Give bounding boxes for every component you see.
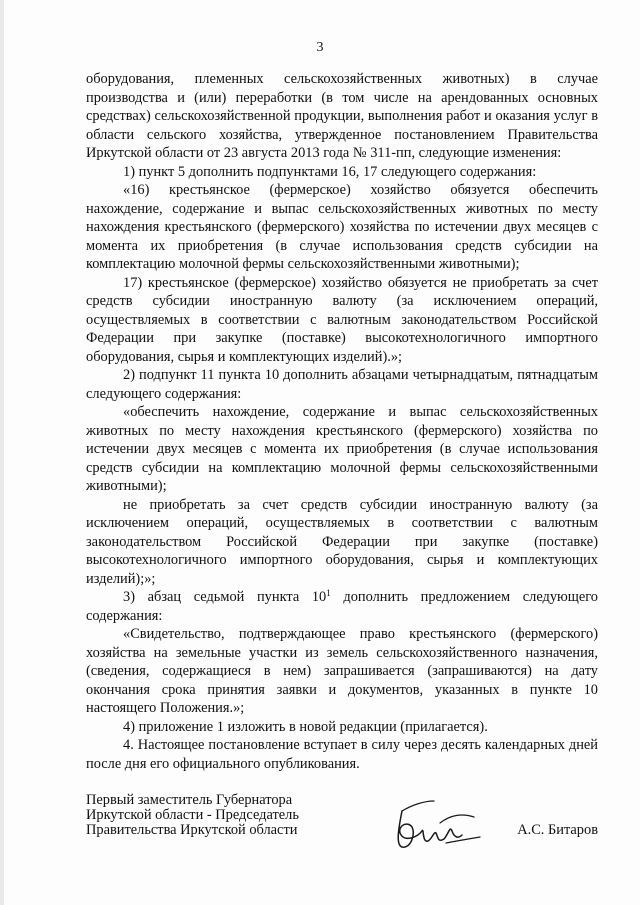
paragraph-continuation: оборудования, племенных сельскохозяйственных животных) в случае производства и (или) переработки (в том числе на арендованных основных средствах) сельскохозяйственной продукции, выполнения работ и оказания услуг в области сельского хозяйства, утвержденное постановлением Правительства Иркутской области от 23 августа 2013 года № 311-пп, следующие изменения: [86,71,598,161]
paragraph-quote-14: «обеспечить нахождение, содержание и выпас сельскохозяйственных животных по месту нахождения крестьянского (фермерского) хозяйства по истечении двух месяцев с момента их приобретения (в случае использования средств субсидии на комплектацию молочной фермы сельскохозяйственными животными); [86,404,598,494]
item-3-text: 3) абзац седьмой пункта 10 [123,589,327,605]
signature-block [86,793,598,863]
paragraph-quote-15: не приобретать за счет средств субсидии иностранную валюту (за исключением операций, осуществляемых в соответствии с валютным законодательством Российской Федерации при закупке (поставке) высокотехнологичного импортного оборудования, сырья и комплектующих изделий);»; [86,496,598,587]
document-body [86,70,598,773]
paragraph-section-4: 4. Настоящее постановление вступает в силу через десять календарных дней после дня его официального опубликования. [86,737,598,772]
paragraph-item-3 [86,588,598,625]
paragraph-subitem-17: 17) крестьянское (фермерское) хозяйство обязуется не приобретать за счет средств субсидии иностранную валюту (за исключением операций, осуществляемых в соответствии с валютным законодательством Российской Федерации при закупке (поставке) высокотехнологичного импортного оборудования, сырья и комплектующих изделий).»; [86,274,598,365]
item-3-text-continued: дополнить предложением следующего содержания: [86,589,598,624]
signatory-title-line: Правительства Иркутской области [86,822,298,838]
handwritten-signature [388,787,488,853]
page-number: 3 [316,40,324,55]
scan-edge [0,0,4,905]
paragraph-item-1: 1) пункт 5 дополнить подпунктами 16, 17 следующего содержания: [123,163,537,180]
item-3-superscript: 1 [326,588,331,598]
paragraph-item-2: 2) подпункт 11 пункта 10 дополнить абзацами четырнадцатым, пятнадцатым следующего содержания: [86,367,598,402]
signatory-name: А.С. Битаров [517,822,598,838]
signatory-title [86,793,299,838]
signatory-title-line: Иркутской области - Председатель [86,807,299,823]
paragraph-quote-certificate: «Свидетельство, подтверждающее право крестьянского (фермерского) хозяйства на земельные участки из земель сельскохозяйственного назначения, (сведения, содержащиеся в нем) запрашивается (запрашиваются) на дату окончания срока принятия заявки и документов, указанных в пункте 10 настоящего Положения.»; [86,626,598,716]
paragraph-subitem-16: «16) крестьянское (фермерское) хозяйство обязуется обеспечить нахождение, содержание и выпас сельскохозяйственных животных по месту нахождения крестьянского (фермерского) хозяйства по истечении двух месяцев с момента их приобретения (в случае использования средств субсидии на комплектацию молочной фермы сельскохозяйственными животными); [86,182,598,272]
signatory-title-line: Первый заместитель Губернатора [86,792,293,808]
paragraph-item-4: 4) приложение 1 изложить в новой редакции (прилагается). [123,718,488,735]
